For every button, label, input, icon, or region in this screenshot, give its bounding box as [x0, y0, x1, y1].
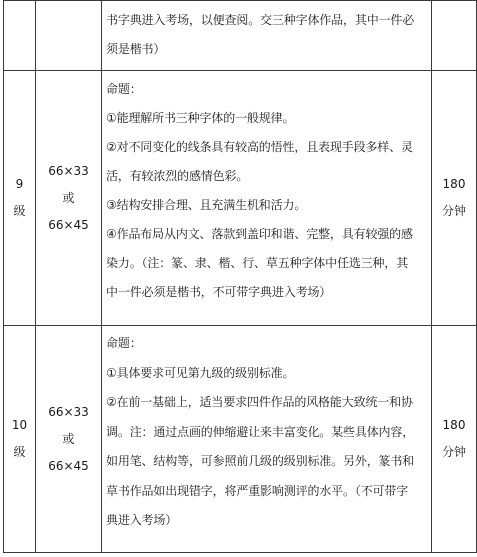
time-cell-empty	[432, 1, 477, 71]
size-cell	[36, 326, 102, 553]
requirement-line: ④作品布局从内文、落款到盖印和谐、完整，具有较强的感	[106, 227, 413, 241]
requirement-line: ①能理解所书三种字体的一般规律。	[106, 111, 295, 125]
requirement-line: 书字典进入考场，以便查阅。交三种字体作品，其中一件必	[106, 13, 415, 27]
requirement-line: ①具体要求可见第九级的级别标准。	[106, 365, 295, 380]
table-row-level-10	[4, 326, 477, 553]
level-unit: 级	[13, 204, 26, 218]
grading-table	[3, 0, 477, 553]
size-or: 或	[62, 431, 75, 446]
table-row-level-9	[4, 71, 477, 326]
size-cell-empty	[36, 1, 102, 71]
requirement-line: 典进入考场）	[106, 513, 178, 527]
requirement-line: 须是楷书）	[106, 42, 166, 56]
time-unit: 分钟	[441, 445, 466, 459]
time-cell	[432, 71, 477, 326]
requirements-cell	[102, 326, 432, 553]
time-value: 180	[442, 177, 466, 191]
requirement-line: 命题：	[106, 82, 142, 96]
size-or: 或	[62, 190, 75, 205]
requirement-line: ③结构安排合理、且充满生机和活力。	[106, 198, 307, 212]
size-option: 66×33	[48, 163, 89, 178]
requirement-line: 如用笔、结构等，可参照前几级的级别标准。另外，篆书和	[106, 454, 415, 468]
table-row-continued	[4, 1, 477, 71]
size-option: 66×45	[48, 458, 89, 473]
time-unit: 分钟	[441, 204, 466, 218]
requirement-line: ②对不同变化的线条具有较高的悟性，且表现手段多样、灵	[106, 140, 413, 154]
level-number: 9	[15, 177, 24, 191]
requirements-cell	[102, 71, 432, 326]
requirement-line: 中一件必须是楷书，不可带字典进入考场）	[106, 285, 332, 299]
time-cell	[432, 326, 477, 553]
requirement-line: 活，有较浓烈的感情色彩。	[106, 169, 249, 183]
requirement-line: 命题：	[106, 336, 142, 350]
requirement-line: 草书作品如出现错字，将严重影响测评的水平。（不可带字	[106, 483, 409, 498]
size-cell	[36, 71, 102, 326]
level-cell-empty	[4, 1, 36, 71]
level-cell	[4, 71, 36, 326]
requirement-line: 染力。（注：篆、隶、楷、行、草五种字体中任选三种，其	[106, 256, 409, 270]
size-option: 66×45	[48, 217, 89, 232]
size-option: 66×33	[48, 404, 89, 419]
level-unit: 级	[13, 445, 26, 459]
requirement-line: 调。注：通过点画的伸缩避让来丰富变化。某些具体内容，	[106, 424, 415, 439]
level-number: 10	[11, 418, 28, 432]
time-value: 180	[442, 418, 466, 432]
level-cell	[4, 326, 36, 553]
requirement-line: ②在前一基础上，适当要求四件作品的风格能大致统一和协	[106, 395, 413, 409]
requirements-cell-continued	[102, 1, 432, 71]
